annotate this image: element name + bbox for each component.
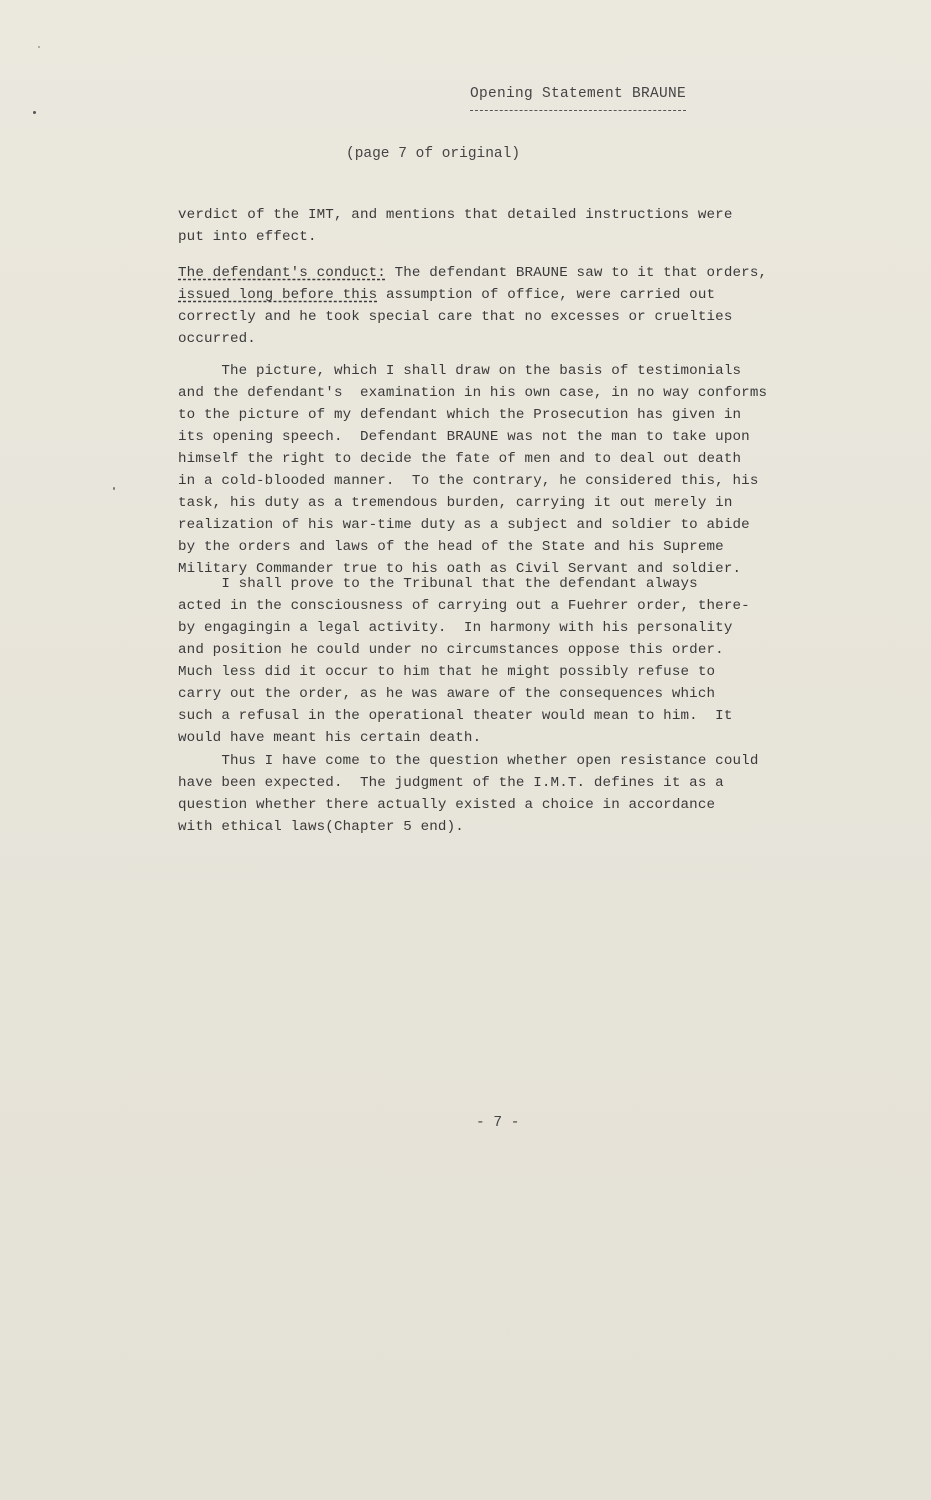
text-line: Much less did it occur to him that he might possibly refuse to xyxy=(178,664,716,680)
margin-speck xyxy=(38,46,40,48)
paragraph-5 xyxy=(178,750,868,838)
text-line: by engagingin a legal activity. In harmony with his personality xyxy=(178,620,733,636)
underlined-fragment: issued long before this xyxy=(178,287,378,303)
section-heading: The defendant's conduct: xyxy=(178,265,386,281)
text-line: would have meant his certain death. xyxy=(178,730,482,746)
text-line: The picture, which I shall draw on the basis of testimonials xyxy=(178,363,742,379)
text-line: question whether there actually existed a choice in accordance xyxy=(178,797,716,813)
margin-speck xyxy=(113,487,115,490)
paragraph-1 xyxy=(178,204,868,248)
text-line: have been expected. The judgment of the I.M.T. defines it as a xyxy=(178,775,724,791)
text-fragment: The defendant BRAUNE saw to it that orders, xyxy=(385,265,768,281)
page-reference: (page 7 of original) xyxy=(346,146,521,162)
text-line: put into effect. xyxy=(178,229,317,245)
text-line: such a refusal in the operational theater would mean to him. It xyxy=(178,708,733,724)
paragraph-3 xyxy=(178,360,868,580)
header-title: Opening Statement BRAUNE xyxy=(470,86,687,102)
text-line: acted in the consciousness of carrying out a Fuehrer order, there- xyxy=(178,598,750,614)
document-header xyxy=(470,86,686,102)
paragraph-2 xyxy=(178,262,868,350)
text-fragment: assumption of office, were carried out xyxy=(377,287,716,303)
text-line: Thus I have come to the question whether open resistance could xyxy=(178,753,759,769)
text-line xyxy=(178,262,868,284)
text-line xyxy=(178,284,868,306)
text-line: himself the right to decide the fate of men and to deal out death xyxy=(178,451,742,467)
margin-speck xyxy=(33,111,36,114)
text-line: carry out the order, as he was aware of the consequences which xyxy=(178,686,716,702)
text-line: Military Commander true to his oath as Civil Servant and soldier. xyxy=(178,561,742,577)
text-line: task, his duty as a tremendous burden, carrying it out merely in xyxy=(178,495,733,511)
paragraph-4 xyxy=(178,573,868,749)
header-underline xyxy=(470,110,686,111)
text-line: in a cold-blooded manner. To the contrary, he considered this, his xyxy=(178,473,759,489)
text-line: to the picture of my defendant which the Prosecution has given in xyxy=(178,407,742,423)
text-line: with ethical laws(Chapter 5 end). xyxy=(178,819,464,835)
text-line: by the orders and laws of the head of the State and his Supreme xyxy=(178,539,724,555)
text-line: realization of his war-time duty as a subject and soldier to abide xyxy=(178,517,750,533)
text-line: and the defendant's examination in his own case, in no way conforms xyxy=(178,385,768,401)
text-line: I shall prove to the Tribunal that the defendant always xyxy=(178,576,698,592)
text-line: occurred. xyxy=(178,331,256,347)
text-line: its opening speech. Defendant BRAUNE was not the man to take upon xyxy=(178,429,750,445)
text-line: correctly and he took special care that no excesses or cruelties xyxy=(178,309,733,325)
text-line: verdict of the IMT, and mentions that detailed instructions were xyxy=(178,207,733,223)
text-line: and position he could under no circumstances oppose this order. xyxy=(178,642,724,658)
page-number: - 7 - xyxy=(476,1115,520,1131)
